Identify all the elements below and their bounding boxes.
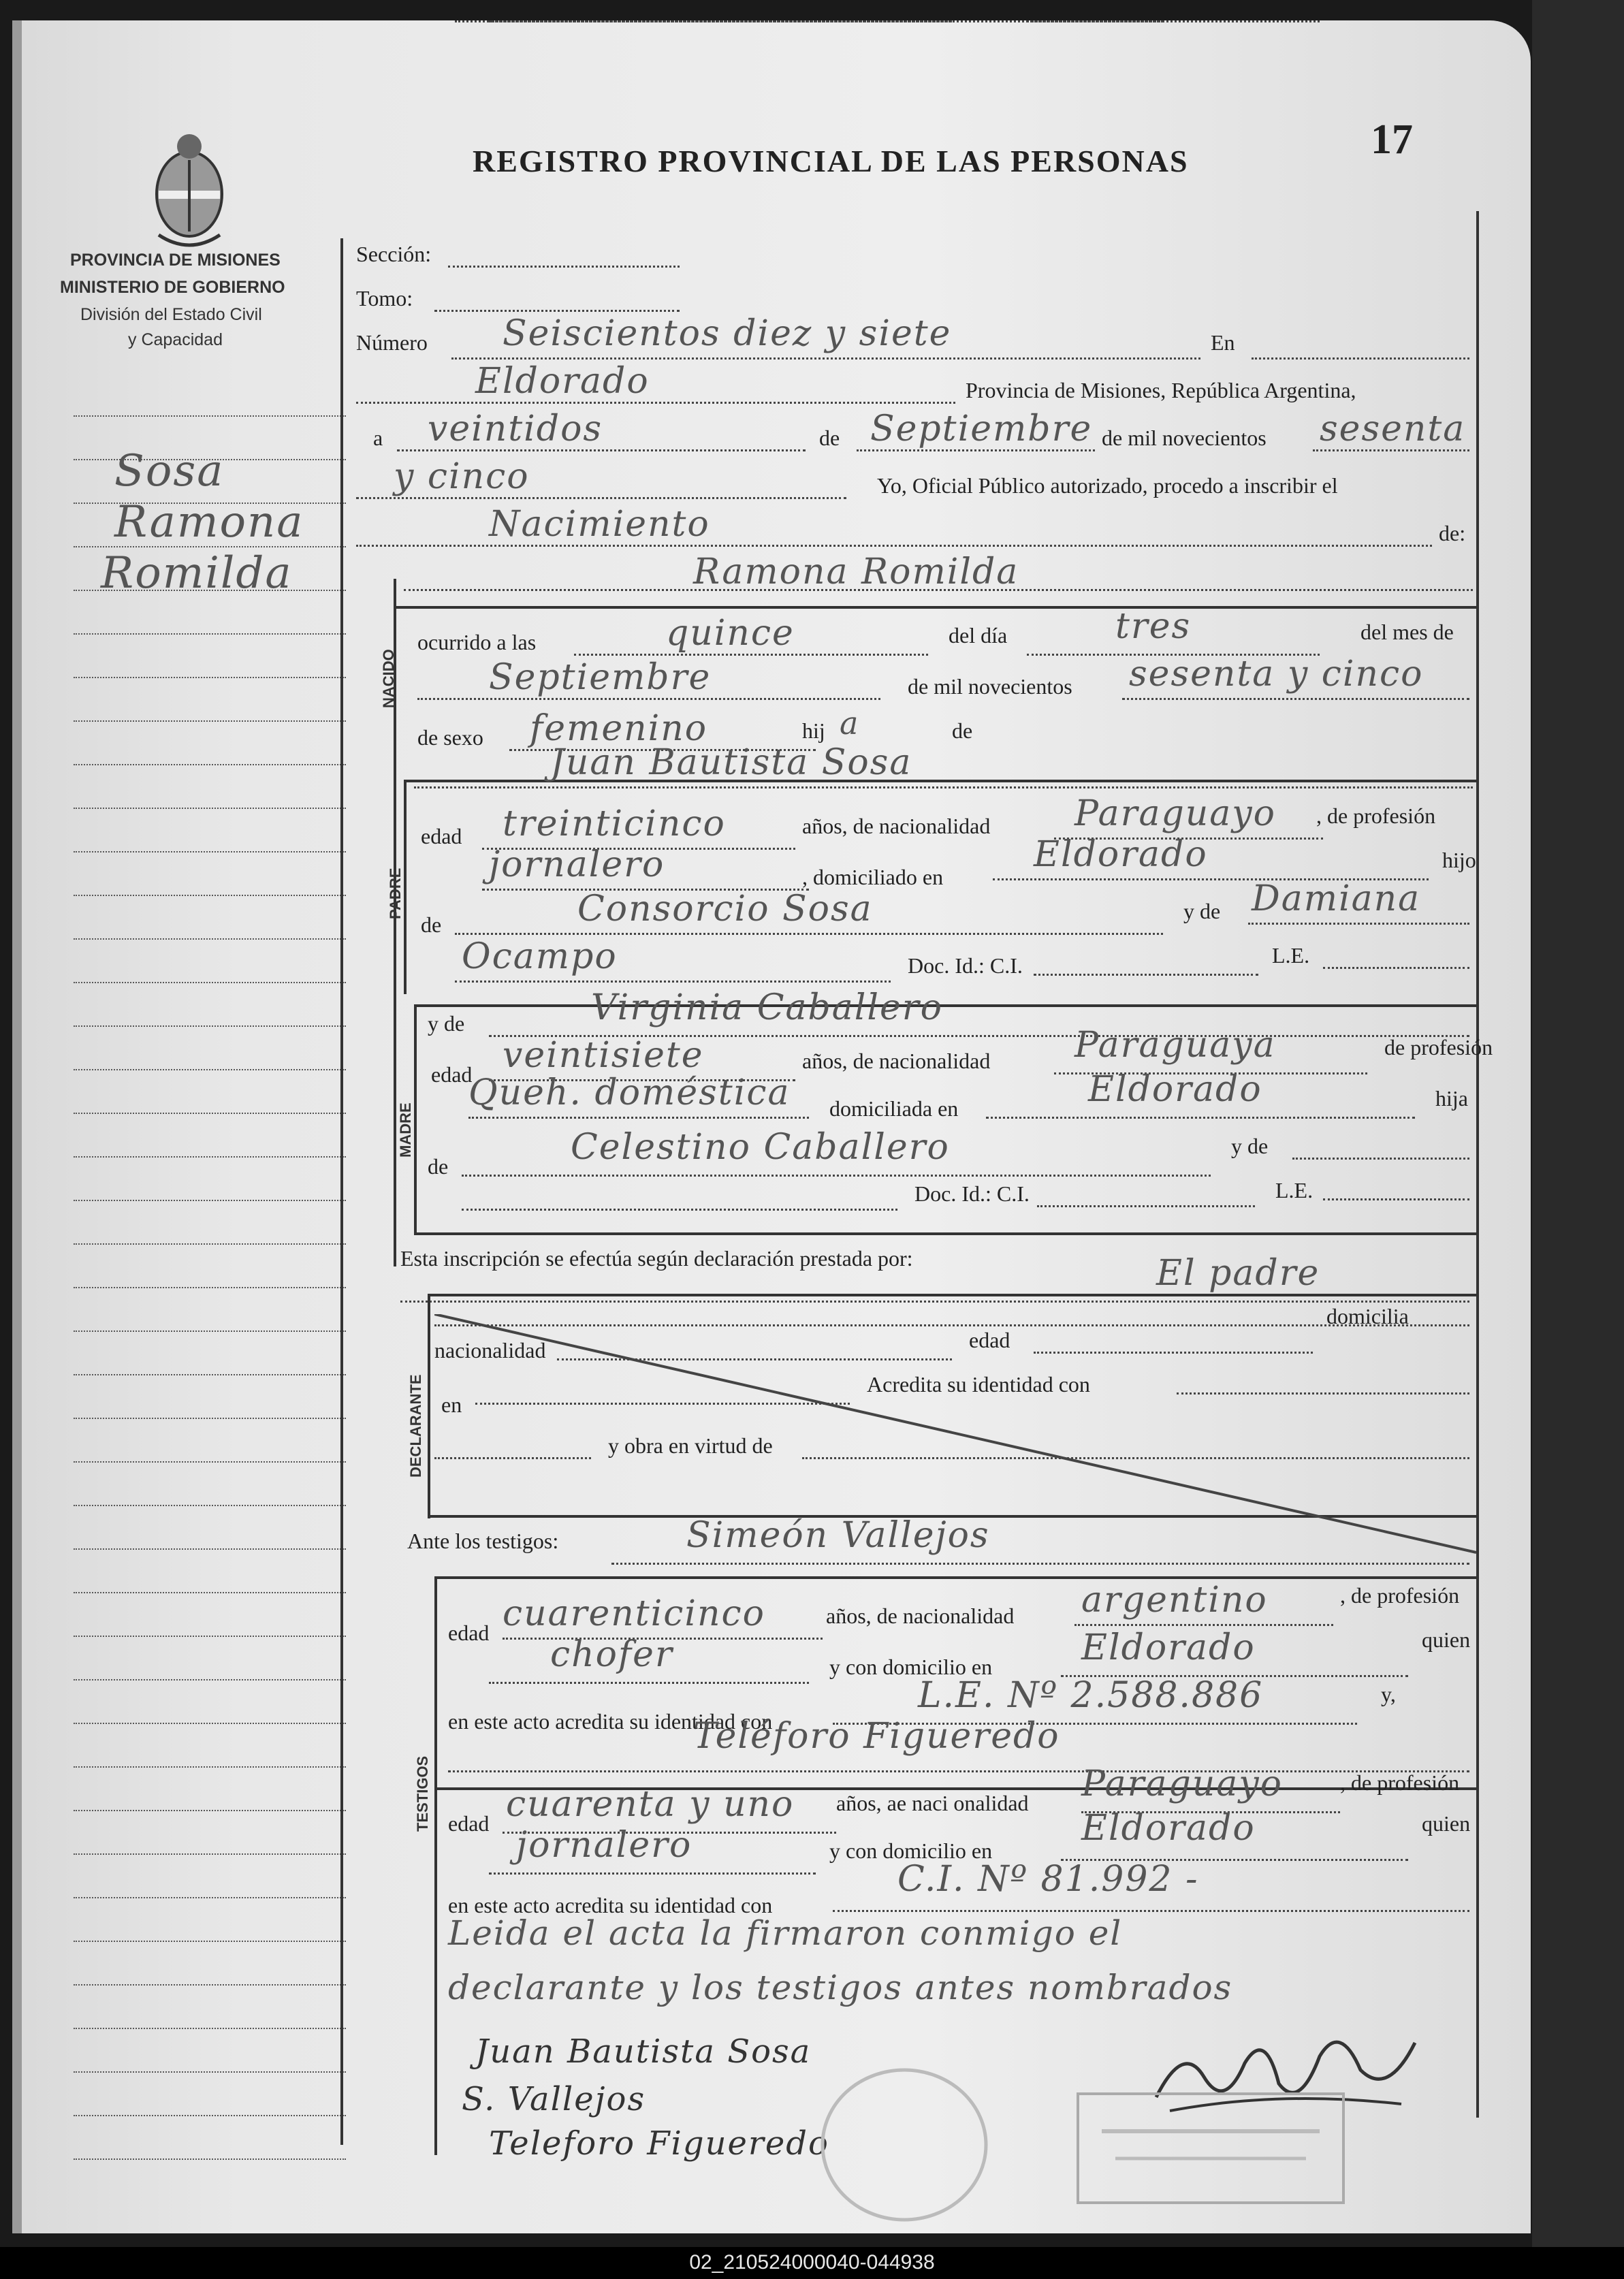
register-page [12,20,1531,2233]
margin-dotted-line [74,1592,346,1593]
testigos-label: TESTIGOS [414,1755,431,1832]
del-mes-label: del mes de [1360,620,1454,644]
madre-nac-label: años, de nacionalidad [802,1049,991,1073]
testigo1-edad: cuarenticinco [503,1593,765,1634]
padre-nac-label: años, de nacionalidad [802,814,991,838]
t1-acredita-label: en este acto acredita su identidad con [448,1709,773,1734]
margin-dotted-line [74,1766,346,1768]
testigo2-doc: C.I. Nº 81.992 - [897,1859,1199,1900]
dia-field [397,449,806,451]
mil-novecientos-label: de mil novecientos [1102,426,1267,450]
madre-edad-label: edad [431,1062,473,1087]
margin-dotted-line [74,1723,346,1724]
sexo-value: femenino [530,708,708,749]
folio-number: 17 [1371,116,1413,163]
margin-dotted-line [74,1200,346,1201]
madre-prof-label: de profesión [1384,1035,1493,1059]
margin-dotted-line [74,1679,346,1680]
testigo1-nombre: Simeón Vallejos [686,1515,990,1556]
margin-dotted-line [74,1330,346,1332]
de-label: de [819,426,840,450]
y-obra-label: y obra en virtud de [608,1433,773,1458]
padre-edad: treinticinco [503,803,726,844]
padre-de-label: de [421,912,442,937]
testigo2-nac: Paraguayo [1081,1764,1283,1804]
lugar-field [356,402,955,404]
t2-quien-label: quien [1422,1811,1471,1836]
margin-dotted-line [74,1418,346,1419]
hora-field [574,654,928,656]
hora-value: quince [666,613,795,654]
margin-dotted-line [74,938,346,940]
division-label-2: y Capacidad [128,330,223,349]
nacido-label: NACIDO [380,649,397,708]
margin-dotted-line [74,982,346,983]
nacido-top-rule [394,606,1476,609]
margin-dotted-line [74,1548,346,1550]
ante-testigos-label: Ante los testigos: [407,1529,559,1553]
acredita-label: Acredita su identidad con [867,1372,1090,1397]
declarante-rule [428,1294,430,1518]
testigo2-prof: jornalero [516,1825,692,1866]
margin-dotted-line [74,1636,346,1637]
margin-given-2: Romilda [101,548,293,599]
binding-edge [12,20,22,2233]
madre-edad: veintisiete [503,1035,704,1076]
t2-doc-field [833,1910,1469,1912]
t1-edad-label: edad [448,1621,490,1645]
tomo-label: Tomo: [356,286,413,310]
margin-dotted-line [74,2158,346,2160]
t2-nac-label: años, ae naci onalidad [836,1791,1029,1815]
margin-dotted-line [74,1505,346,1506]
testigo1-doc: L.E. Nº 2.588.886 [918,1675,1264,1716]
coat-of-arms-icon [145,119,234,255]
margin-given-1: Ramona [114,497,304,547]
madre-nac: Paraguaya [1074,1025,1276,1066]
t1-nac-label: años, de nacionalidad [826,1604,1015,1628]
anio-value-2: y cinco [394,456,530,497]
t1-nac-field [1074,1624,1333,1626]
padre-nombre: Juan Bautista Sosa [550,742,912,783]
margin-dotted-line [74,415,346,417]
del-dia-label: del día [949,623,1008,648]
anio-field [1313,449,1469,451]
margin-dotted-line [74,1810,346,1811]
numero-field [451,357,1200,360]
en-label: En [1211,330,1235,355]
t1-dom-label: y con domicilio en [829,1655,993,1679]
mes-nac-value: Septiembre [489,657,712,698]
padre-le-field [1323,967,1469,969]
padre-dom: Eldorado [1034,834,1208,875]
margin-dotted-line [74,764,346,765]
madre-le-label: L.E. [1275,1178,1313,1202]
margin-dotted-line [74,1069,346,1070]
testigos-top-rule [434,1576,1476,1579]
hij-suffix: a [840,705,860,742]
ministry-label: MINISTERIO DE GOBIERNO [60,278,285,297]
testigo1-nac: argentino [1081,1580,1268,1621]
inscripcion-label: Esta inscripción se efectúa según declaración prestada por: [400,1246,913,1271]
madre-bottom-rule [414,1232,1476,1235]
lugar-value: Eldorado [475,361,650,402]
dia-nac-value: tres [1115,606,1192,647]
province-label: PROVINCIA DE MISIONES [70,251,281,270]
seccion-field [448,266,680,268]
declarante-value: El padre [1156,1253,1320,1294]
t2-edad-label: edad [448,1811,490,1836]
padre-ci-field [1034,974,1258,976]
margin-dotted-line [74,2115,346,2116]
padre-padre-field [455,933,1163,935]
padre-le-label: L.E. [1272,943,1310,968]
signature-testigo-2: Teleforo Figueredo [489,2124,829,2163]
faded-stamp-icon [1074,2090,1347,2206]
page-edge-strip [1532,0,1624,2247]
oficial-label: Yo, Oficial Público autorizado, procedo a inscribir el [877,473,1338,498]
madre-padre-field [462,1175,1211,1177]
margin-dotted-line [74,677,346,678]
madre-madre-field [1292,1158,1469,1160]
testigo2-edad: cuarenta y uno [506,1784,795,1825]
closing-line-2: declarante y los testigos antes nombrados [448,1968,1233,2007]
margin-dotted-line [74,1374,346,1375]
a-label: a [373,426,383,450]
margin-dotted-line [74,1984,346,1986]
mes-value: Septiembre [870,409,1093,449]
margin-surname: Sosa [114,446,225,496]
hij-de-label: de [952,718,973,743]
testigo2-nombre-field [448,1770,1469,1772]
padre-madre-field-2 [455,981,891,983]
madre-doc-label: Doc. Id.: C.I. [914,1181,1030,1206]
testigos-rule [434,1576,437,2155]
testigo2-dom: Eldorado [1081,1808,1256,1849]
numero-label: Número [356,330,428,355]
domicilia-label: domicilia [1326,1304,1409,1328]
closing-line-1: Leida el acta la firmaron conmigo el [448,1913,1123,1953]
margin-dotted-line [74,1025,346,1027]
anio-value-1: sesenta [1320,409,1466,449]
image-code: 02_210524000040-044938 [689,2251,935,2274]
tomo-field [434,310,680,312]
margin-dotted-line [74,851,346,852]
form-title: REGISTRO PROVINCIAL DE LAS PERSONAS [473,144,1189,178]
acto-value: Nacimiento [489,504,710,545]
padre-madre-2: Ocampo [462,936,618,977]
declarante-label: DECLARANTE [407,1374,424,1478]
margin-dotted-line [74,1287,346,1288]
margin-dotted-line [74,808,346,809]
ocurrido-label: ocurrido a las [417,630,537,654]
en-field [1252,357,1469,360]
madre-y-de-label-2: y de [1231,1134,1269,1158]
t2-dom-label: y con domicilio en [829,1838,993,1863]
numero-value: Seiscientos diez y siete [503,313,952,354]
margin-dotted-line [74,633,346,635]
madre-y-de-label: y de [428,1011,465,1036]
padre-hijo-label: hijo [1442,848,1476,872]
declarante-top-rule [428,1294,1476,1296]
mes-nac-field [417,698,880,700]
t2-acredita-label: en este acto acredita su identidad con [448,1893,773,1917]
margin-dotted-line [74,1243,346,1245]
margin-dotted-line [74,1461,346,1463]
margin-dotted-line [74,1897,346,1898]
anio-nac-value: sesenta y cinco [1129,654,1424,695]
left-column-rule [340,238,343,2145]
de-mil-label: de mil novecientos [908,674,1072,699]
madre-dom: Eldorado [1088,1069,1262,1110]
padre-nombre-field [414,786,1473,788]
margin-dotted-line [74,720,346,722]
testigo2-nombre: Teléforo Figueredo [693,1716,1060,1757]
right-column-rule [1476,211,1479,2118]
margin-dotted-line [74,1853,346,1855]
faded-seal-icon [816,2063,993,2227]
de-colon-label: de: [1439,521,1466,545]
padre-prof: jornalero [489,844,665,885]
signature-testigo-1: S. Vallejos [462,2080,646,2118]
padre-doc-label: Doc. Id.: C.I. [908,953,1023,978]
padre-madre-1: Damiana [1252,878,1421,919]
anio-field-2 [356,497,846,499]
madre-ci-field [1037,1205,1255,1207]
padre-madre-field [1248,923,1469,925]
padre-prof-label: , de profesión [1316,803,1436,828]
padre-y-de-label: y de [1183,899,1221,923]
en-decl-label: en [441,1392,462,1417]
madre-dom-field [986,1117,1415,1119]
margin-dotted-line [74,2028,346,2029]
padre-edad-label: edad [421,824,462,848]
nombre-value: Ramona Romilda [693,552,1019,592]
t1-quien-label: quien [1422,1627,1471,1652]
division-label: División del Estado Civil [80,305,262,324]
madre-prof-field [468,1117,809,1119]
margin-dotted-line [74,1113,346,1114]
edad-decl-label: edad [969,1328,1010,1352]
testigo1-prof: chofer [550,1634,673,1675]
margin-dotted-line [74,895,346,896]
t1-prof-field [489,1682,809,1684]
madre-prof: Queh. doméstica [468,1072,791,1113]
t1-prof-field-x [489,20,809,22]
madre-doc-pre-field [462,1209,897,1211]
provincia-label: Provincia de Misiones, República Argentina, [966,378,1356,402]
mes-field [857,449,1095,451]
madre-le-field [1323,1198,1469,1200]
margin-dotted-line [74,1156,346,1158]
madre-dom-label: domiciliada en [829,1096,959,1121]
signature-declarante: Juan Bautista Sosa [475,2033,812,2071]
t1-y-label: y, [1381,1682,1396,1706]
madre-de-label: de [428,1154,449,1179]
madre-hija-label: hija [1435,1086,1468,1111]
madre-label: MADRE [397,1102,414,1158]
seccion-label: Sección: [356,242,432,266]
t1-prof-label: , de profesión [1340,1583,1460,1608]
testigo1-dom: Eldorado [1081,1627,1256,1668]
margin-dotted-line [74,1941,346,1942]
madre-padre: Celestino Caballero [571,1127,950,1168]
padre-nac: Paraguayo [1074,793,1276,834]
padre-dom-label: , domiciliado en [802,865,944,889]
nacionalidad-label: nacionalidad [434,1338,546,1362]
padre-label: PADRE [387,867,404,919]
dia-value: veintidos [428,409,603,449]
anio-nac-field [1122,698,1469,700]
declarante-field [400,1301,1469,1303]
t2-prof-field [489,1872,816,1875]
hij-label: hij [802,718,825,743]
t2-prof-label: , de profesión [1340,1770,1460,1795]
madre-top-rule [414,1004,1476,1007]
sexo-label: de sexo [417,725,483,750]
madre-nombre: Virginia Caballero [591,987,943,1028]
testigo1-nombre-field [611,1563,1469,1565]
margin-dotted-line [74,2071,346,2073]
padre-padre: Consorcio Sosa [577,889,873,929]
acto-field [356,545,1432,547]
